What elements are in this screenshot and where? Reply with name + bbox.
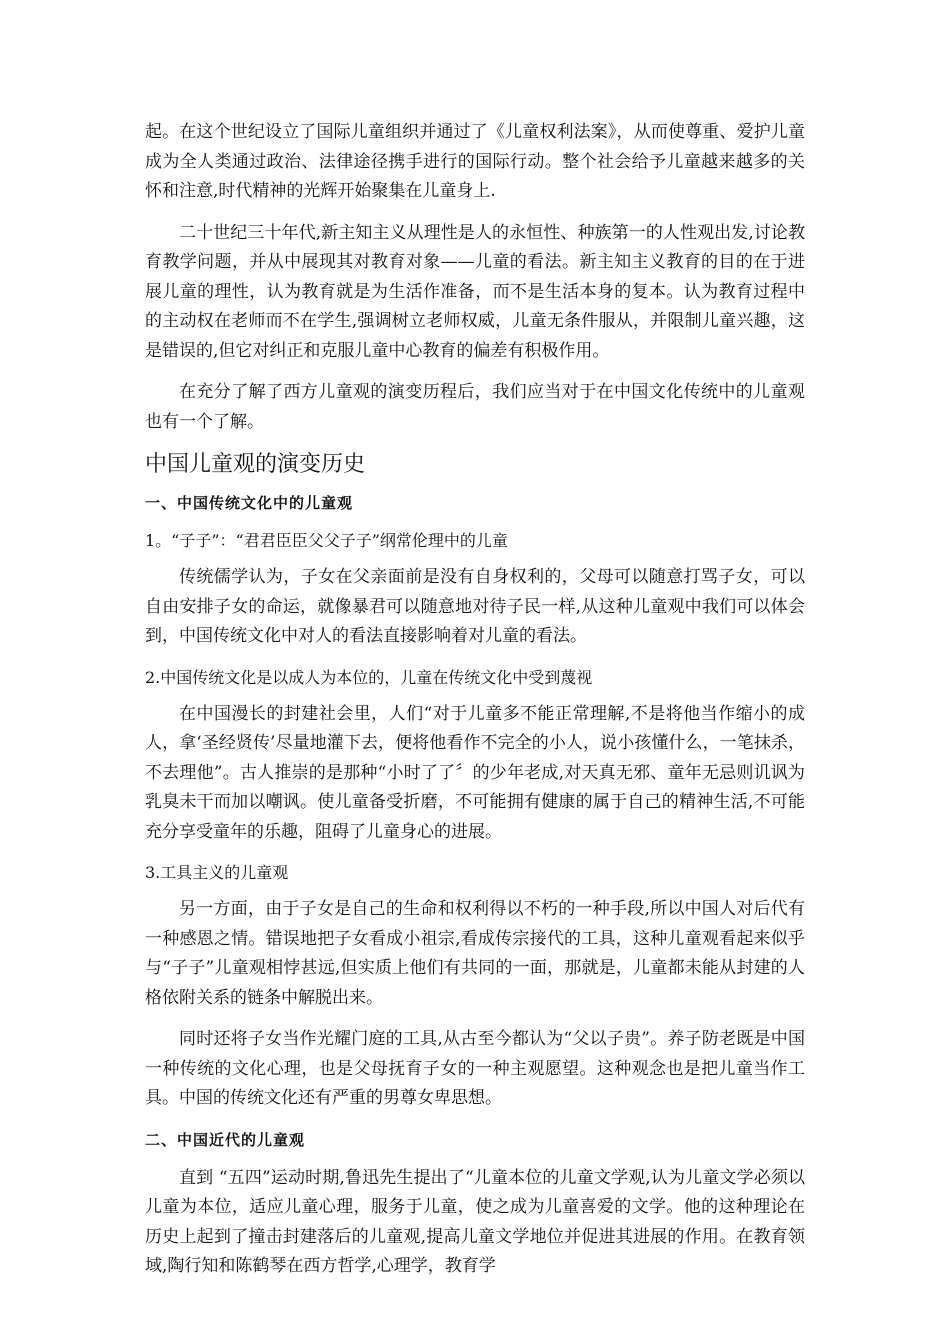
paragraph-adult-centered: 在中国漫长的封建社会里，人们“对于儿童多不能正常理解,不是将他当作缩小的成人，拿‘圣经贤传’尽量地灌下去，便将他看作不完全的小人，说小孩懂什么，一笔抹杀，不去理他”。古人推崇的是那种“小时了了〞的少年老成,对天真无邪、童年无忌则讥讽为乳臭未干而加以嘲讽。使儿童备受折磨，不可能拥有健康的属于自己的精神生活,不可能充分享受童年的乐趣，阻碍了儿童身心的进展。 [145,703,805,842]
point-heading-1: 1。“子子”：“君君臣臣父父子子”纲常伦理中的儿童 [145,531,508,550]
document-page [145,118,805,1294]
point-heading-2: 2.中国传统文化是以成人为本位的，儿童在传统文化中受到蔑视 [145,667,593,687]
paragraph-neo-intellectualism: 二十世纪三十年代,新主知主义从理性是人的永恒性、种族第一的人性观出发,讨论教育教学问题，并从中展现其对教育对象——儿童的看法。新主知主义教育的目的在于进展儿童的理性，认为教育就是为生活作准备，而不是生活本身的复本。认为教育过程中的主动权在老师而不在学生,强调树立老师权威，儿童无条件服从，并限制儿童兴趣，这是错误的,但它对纠正和克服儿童中心教育的偏差有积极作用。 [145,222,805,361]
paragraph-confucian: 传统儒学认为，子女在父亲面前是没有自身权利的，父母可以随意打骂子女，可以自由安排子女的命运，就像暴君可以随意地对待子民一样,从这种儿童观中我们可以体会到，中国传统文化中对人的看法直接影响着对儿童的看法。 [145,567,805,646]
paragraph-instrumental-1: 另一方面，由于子女是自己的生命和权利得以不朽的一种手段,所以中国人对后代有一种感恩之情。错误地把子女看成小祖宗,看成传宗接代的工具，这种儿童观看起来似乎与“子子”儿童观相悖甚远,但实质上他们有共同的一面，那就是，儿童都未能从封建的人格依附关系的链条中解脱出来。 [145,899,805,1008]
subsection-heading-modern: 二、中国近代的儿童观 [145,1130,306,1149]
section-heading: 中国儿童观的演变历史 [145,452,366,477]
point-heading-3: 3.工具主义的儿童观 [145,863,289,882]
subsection-heading-traditional: 一、中国传统文化中的儿童观 [145,494,354,512]
paragraph-instrumental-2: 同时还将子女当作光耀门庭的工具,从古至今都认为“父以子贵”。养子防老既是中国一种传统的文化心理，也是父母抚育子女的一种主观愿望。这种观念也是把儿童当作工具。中国的传统文化还有严重的男尊女卑思想。 [145,1029,805,1108]
paragraph-transition: 在充分了解了西方儿童观的演变历程后，我们应当对于在中国文化传统中的儿童观也有一个了解。 [145,382,805,432]
paragraph-may-fourth: 直到 “五四”运动时期,鲁迅先生提出了“儿童本位的儿童文学观,认为儿童文学必须以儿童为本位，适应儿童心理，服务于儿童，使之成为儿童喜爱的文学。他的这种理论在历史上起到了撞击封建落后的儿童观,提高儿童文学地位并促进其进展的作用。在教育领域,陶行知和陈鹤琴在西方哲学,心理学，教育学 [145,1167,805,1276]
paragraph-intro: 起。在这个世纪设立了国际儿童组织并通过了《儿童权利法案》，从而使尊重、爱护儿童成为全人类通过政治、法律途径携手进行的国际行动。整个社会给予儿童越来越多的关怀和注意,时代精神的光辉开始聚集在儿童身上. [145,122,805,201]
